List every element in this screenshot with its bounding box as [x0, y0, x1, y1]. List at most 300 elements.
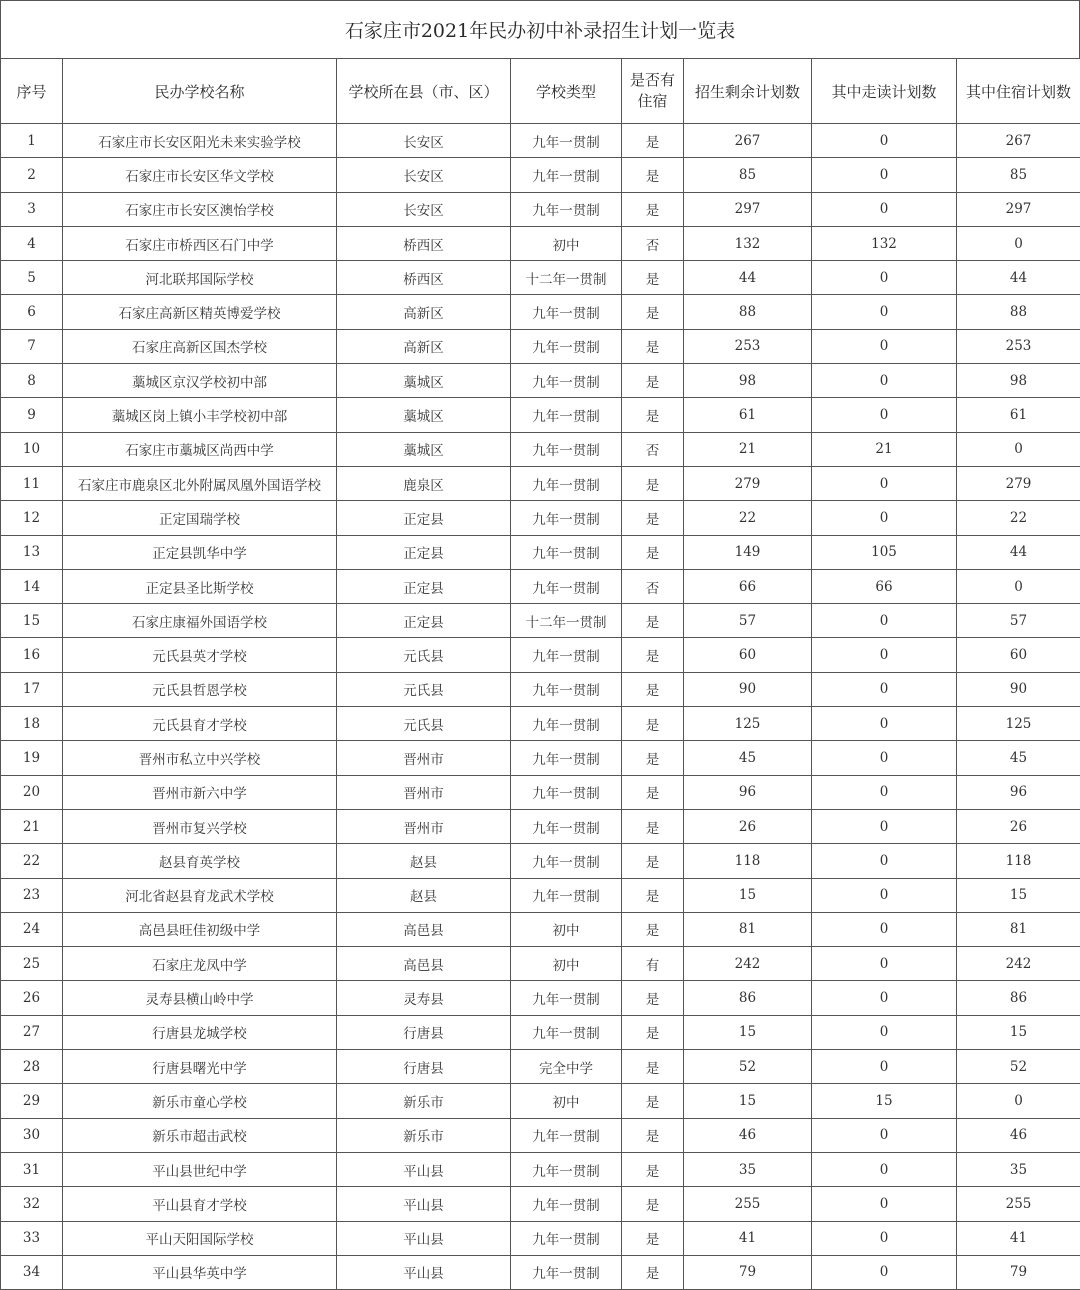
cell-index: 8 — [1, 364, 63, 398]
cell-school-type: 十二年一贯制 — [511, 261, 622, 295]
cell-day-plan: 15 — [812, 1084, 957, 1118]
cell-boarding-plan: 0 — [957, 226, 1080, 260]
cell-county: 高邑县 — [337, 947, 511, 981]
cell-school-name: 石家庄市桥西区石门中学 — [63, 226, 337, 260]
table-row — [1, 707, 1080, 741]
cell-boarding: 是 — [622, 809, 684, 843]
cell-day-plan: 0 — [812, 261, 957, 295]
cell-remaining-plan: 15 — [684, 1015, 812, 1049]
cell-school-name: 新乐市童心学校 — [63, 1084, 337, 1118]
cell-school-type: 九年一贯制 — [511, 364, 622, 398]
cell-boarding: 是 — [622, 638, 684, 672]
cell-boarding: 是 — [622, 672, 684, 706]
cell-remaining-plan: 96 — [684, 775, 812, 809]
table-row — [1, 1152, 1080, 1186]
table-title: 石家庄市2021年民办初中补录招生计划一览表 — [0, 0, 1080, 58]
cell-boarding-plan: 86 — [957, 981, 1080, 1015]
cell-day-plan: 0 — [812, 1015, 957, 1049]
table-row — [1, 1118, 1080, 1152]
cell-school-type: 九年一贯制 — [511, 192, 622, 226]
cell-county: 元氏县 — [337, 707, 511, 741]
cell-school-name: 行唐县龙城学校 — [63, 1015, 337, 1049]
cell-remaining-plan: 242 — [684, 947, 812, 981]
cell-remaining-plan: 279 — [684, 466, 812, 500]
cell-boarding-plan: 15 — [957, 1015, 1080, 1049]
cell-county: 元氏县 — [337, 638, 511, 672]
cell-school-name: 石家庄高新区国杰学校 — [63, 329, 337, 363]
cell-county: 赵县 — [337, 844, 511, 878]
cell-remaining-plan: 81 — [684, 912, 812, 946]
cell-index: 23 — [1, 878, 63, 912]
cell-county: 正定县 — [337, 535, 511, 569]
cell-school-type: 九年一贯制 — [511, 329, 622, 363]
cell-remaining-plan: 35 — [684, 1152, 812, 1186]
cell-school-type: 初中 — [511, 226, 622, 260]
cell-county: 新乐市 — [337, 1084, 511, 1118]
cell-boarding: 否 — [622, 226, 684, 260]
cell-school-type: 九年一贯制 — [511, 1221, 622, 1255]
cell-day-plan: 0 — [812, 329, 957, 363]
cell-county: 行唐县 — [337, 1050, 511, 1084]
cell-school-name: 灵寿县横山岭中学 — [63, 981, 337, 1015]
cell-county: 高新区 — [337, 329, 511, 363]
cell-index: 18 — [1, 707, 63, 741]
cell-boarding: 是 — [622, 1118, 684, 1152]
table-row — [1, 672, 1080, 706]
table-row — [1, 1187, 1080, 1221]
header-boarding-line1: 是否有 — [629, 71, 675, 89]
cell-school-name: 正定国瑞学校 — [63, 501, 337, 535]
cell-index: 10 — [1, 432, 63, 466]
table-row — [1, 604, 1080, 638]
cell-school-type: 九年一贯制 — [511, 569, 622, 603]
cell-boarding-plan: 57 — [957, 604, 1080, 638]
cell-school-type: 初中 — [511, 947, 622, 981]
cell-county: 行唐县 — [337, 1015, 511, 1049]
cell-remaining-plan: 85 — [684, 158, 812, 192]
cell-boarding-plan: 35 — [957, 1152, 1080, 1186]
cell-day-plan: 0 — [812, 1221, 957, 1255]
cell-boarding: 是 — [622, 878, 684, 912]
cell-boarding-plan: 267 — [957, 124, 1080, 158]
cell-school-type: 九年一贯制 — [511, 1255, 622, 1289]
cell-boarding-plan: 15 — [957, 878, 1080, 912]
cell-day-plan: 0 — [812, 672, 957, 706]
cell-school-type: 九年一贯制 — [511, 501, 622, 535]
cell-day-plan: 0 — [812, 124, 957, 158]
cell-remaining-plan: 86 — [684, 981, 812, 1015]
cell-boarding-plan: 96 — [957, 775, 1080, 809]
cell-school-name: 石家庄市长安区阳光未来实验学校 — [63, 124, 337, 158]
cell-day-plan: 0 — [812, 1118, 957, 1152]
cell-county: 长安区 — [337, 192, 511, 226]
cell-day-plan: 0 — [812, 809, 957, 843]
cell-remaining-plan: 79 — [684, 1255, 812, 1289]
header-school-name: 民办学校名称 — [63, 59, 337, 124]
cell-index: 30 — [1, 1118, 63, 1152]
cell-county: 长安区 — [337, 124, 511, 158]
cell-boarding: 是 — [622, 398, 684, 432]
cell-county: 高新区 — [337, 295, 511, 329]
cell-school-type: 九年一贯制 — [511, 809, 622, 843]
table-row — [1, 1255, 1080, 1289]
cell-school-name: 石家庄高新区精英博爱学校 — [63, 295, 337, 329]
cell-school-name: 元氏县育才学校 — [63, 707, 337, 741]
cell-boarding: 是 — [622, 466, 684, 500]
cell-day-plan: 0 — [812, 158, 957, 192]
header-remaining-plan: 招生剩余计划数 — [684, 59, 812, 124]
cell-index: 19 — [1, 741, 63, 775]
cell-boarding: 否 — [622, 569, 684, 603]
cell-school-name: 平山县世纪中学 — [63, 1152, 337, 1186]
cell-index: 9 — [1, 398, 63, 432]
cell-day-plan: 0 — [812, 775, 957, 809]
cell-index: 11 — [1, 466, 63, 500]
table-row — [1, 947, 1080, 981]
cell-remaining-plan: 21 — [684, 432, 812, 466]
cell-boarding-plan: 52 — [957, 1050, 1080, 1084]
cell-remaining-plan: 52 — [684, 1050, 812, 1084]
table-row — [1, 329, 1080, 363]
cell-boarding: 是 — [622, 912, 684, 946]
cell-day-plan: 0 — [812, 741, 957, 775]
cell-boarding: 否 — [622, 432, 684, 466]
cell-index: 29 — [1, 1084, 63, 1118]
cell-school-name: 石家庄市长安区澳怡学校 — [63, 192, 337, 226]
cell-day-plan: 0 — [812, 1152, 957, 1186]
cell-boarding: 是 — [622, 981, 684, 1015]
cell-boarding-plan: 44 — [957, 535, 1080, 569]
cell-day-plan: 0 — [812, 707, 957, 741]
cell-county: 新乐市 — [337, 1118, 511, 1152]
table-row — [1, 192, 1080, 226]
table-row — [1, 1221, 1080, 1255]
cell-index: 21 — [1, 809, 63, 843]
cell-boarding: 是 — [622, 1152, 684, 1186]
cell-remaining-plan: 44 — [684, 261, 812, 295]
cell-index: 7 — [1, 329, 63, 363]
cell-school-type: 九年一贯制 — [511, 878, 622, 912]
cell-boarding-plan: 44 — [957, 261, 1080, 295]
cell-boarding: 是 — [622, 1255, 684, 1289]
cell-day-plan: 0 — [812, 295, 957, 329]
cell-county: 高邑县 — [337, 912, 511, 946]
cell-school-name: 河北联邦国际学校 — [63, 261, 337, 295]
header-county: 学校所在县（市、区） — [337, 59, 511, 124]
cell-school-name: 石家庄市长安区华文学校 — [63, 158, 337, 192]
table-row — [1, 261, 1080, 295]
cell-boarding-plan: 279 — [957, 466, 1080, 500]
cell-school-name: 高邑县旺佳初级中学 — [63, 912, 337, 946]
cell-boarding-plan: 88 — [957, 295, 1080, 329]
cell-school-type: 九年一贯制 — [511, 638, 622, 672]
cell-boarding: 是 — [622, 329, 684, 363]
cell-school-name: 晋州市复兴学校 — [63, 809, 337, 843]
cell-school-name: 晋州市私立中兴学校 — [63, 741, 337, 775]
cell-index: 14 — [1, 569, 63, 603]
cell-school-name: 晋州市新六中学 — [63, 775, 337, 809]
cell-day-plan: 0 — [812, 192, 957, 226]
cell-index: 5 — [1, 261, 63, 295]
cell-school-type: 九年一贯制 — [511, 295, 622, 329]
cell-remaining-plan: 66 — [684, 569, 812, 603]
cell-school-name: 平山县育才学校 — [63, 1187, 337, 1221]
cell-boarding-plan: 98 — [957, 364, 1080, 398]
cell-boarding-plan: 0 — [957, 569, 1080, 603]
cell-remaining-plan: 90 — [684, 672, 812, 706]
header-row — [1, 59, 1080, 124]
cell-boarding: 是 — [622, 741, 684, 775]
cell-school-name: 元氏县英才学校 — [63, 638, 337, 672]
cell-county: 平山县 — [337, 1187, 511, 1221]
cell-boarding-plan: 45 — [957, 741, 1080, 775]
cell-remaining-plan: 149 — [684, 535, 812, 569]
cell-boarding: 是 — [622, 1084, 684, 1118]
cell-index: 32 — [1, 1187, 63, 1221]
cell-school-type: 十二年一贯制 — [511, 604, 622, 638]
cell-index: 34 — [1, 1255, 63, 1289]
cell-remaining-plan: 297 — [684, 192, 812, 226]
cell-county: 正定县 — [337, 604, 511, 638]
cell-index: 33 — [1, 1221, 63, 1255]
cell-day-plan: 0 — [812, 398, 957, 432]
cell-remaining-plan: 45 — [684, 741, 812, 775]
cell-school-type: 九年一贯制 — [511, 1118, 622, 1152]
header-school-type: 学校类型 — [511, 59, 622, 124]
cell-boarding-plan: 41 — [957, 1221, 1080, 1255]
cell-school-type: 九年一贯制 — [511, 1015, 622, 1049]
cell-school-type: 九年一贯制 — [511, 672, 622, 706]
cell-boarding: 是 — [622, 844, 684, 878]
cell-county: 灵寿县 — [337, 981, 511, 1015]
cell-index: 25 — [1, 947, 63, 981]
cell-school-name: 藁城区岗上镇小丰学校初中部 — [63, 398, 337, 432]
cell-school-name: 正定县圣比斯学校 — [63, 569, 337, 603]
cell-index: 15 — [1, 604, 63, 638]
cell-day-plan: 0 — [812, 466, 957, 500]
cell-index: 28 — [1, 1050, 63, 1084]
cell-school-type: 九年一贯制 — [511, 741, 622, 775]
table-row — [1, 809, 1080, 843]
cell-county: 长安区 — [337, 158, 511, 192]
table-row — [1, 912, 1080, 946]
cell-remaining-plan: 255 — [684, 1187, 812, 1221]
cell-county: 桥西区 — [337, 226, 511, 260]
cell-school-type: 九年一贯制 — [511, 1152, 622, 1186]
cell-boarding: 是 — [622, 364, 684, 398]
cell-boarding-plan: 118 — [957, 844, 1080, 878]
cell-boarding: 是 — [622, 158, 684, 192]
table-body — [1, 124, 1080, 1290]
cell-boarding-plan: 85 — [957, 158, 1080, 192]
header-boarding-line2: 住宿 — [637, 92, 668, 110]
cell-boarding: 是 — [622, 124, 684, 158]
cell-remaining-plan: 46 — [684, 1118, 812, 1152]
table-row — [1, 1084, 1080, 1118]
header-index: 序号 — [1, 59, 63, 124]
table-row — [1, 741, 1080, 775]
cell-day-plan: 0 — [812, 947, 957, 981]
cell-day-plan: 0 — [812, 501, 957, 535]
cell-county: 晋州市 — [337, 775, 511, 809]
cell-boarding: 是 — [622, 1015, 684, 1049]
cell-school-name: 行唐县曙光中学 — [63, 1050, 337, 1084]
cell-school-type: 初中 — [511, 912, 622, 946]
cell-boarding-plan: 0 — [957, 1084, 1080, 1118]
table-row — [1, 364, 1080, 398]
cell-boarding-plan: 79 — [957, 1255, 1080, 1289]
cell-index: 1 — [1, 124, 63, 158]
table-row — [1, 1050, 1080, 1084]
cell-school-type: 九年一贯制 — [511, 398, 622, 432]
cell-school-name: 石家庄康福外国语学校 — [63, 604, 337, 638]
cell-day-plan: 132 — [812, 226, 957, 260]
cell-boarding-plan: 60 — [957, 638, 1080, 672]
cell-school-type: 九年一贯制 — [511, 535, 622, 569]
cell-boarding: 是 — [622, 604, 684, 638]
cell-boarding: 是 — [622, 1187, 684, 1221]
cell-remaining-plan: 15 — [684, 1084, 812, 1118]
cell-remaining-plan: 88 — [684, 295, 812, 329]
cell-school-name: 藁城区京汉学校初中部 — [63, 364, 337, 398]
cell-remaining-plan: 125 — [684, 707, 812, 741]
cell-school-name: 正定县凯华中学 — [63, 535, 337, 569]
cell-school-type: 九年一贯制 — [511, 432, 622, 466]
cell-county: 正定县 — [337, 501, 511, 535]
cell-boarding: 是 — [622, 1050, 684, 1084]
cell-index: 22 — [1, 844, 63, 878]
cell-school-name: 平山天阳国际学校 — [63, 1221, 337, 1255]
cell-school-type: 九年一贯制 — [511, 844, 622, 878]
cell-county: 藁城区 — [337, 432, 511, 466]
cell-school-type: 初中 — [511, 1084, 622, 1118]
cell-remaining-plan: 60 — [684, 638, 812, 672]
cell-remaining-plan: 41 — [684, 1221, 812, 1255]
table-row — [1, 981, 1080, 1015]
cell-day-plan: 0 — [812, 1255, 957, 1289]
cell-day-plan: 0 — [812, 981, 957, 1015]
cell-school-type: 九年一贯制 — [511, 1187, 622, 1221]
header-boarding — [622, 59, 684, 124]
cell-index: 31 — [1, 1152, 63, 1186]
table-row — [1, 398, 1080, 432]
enrollment-table — [0, 58, 1080, 1290]
cell-index: 26 — [1, 981, 63, 1015]
cell-index: 13 — [1, 535, 63, 569]
cell-remaining-plan: 61 — [684, 398, 812, 432]
cell-day-plan: 0 — [812, 912, 957, 946]
cell-boarding-plan: 253 — [957, 329, 1080, 363]
table-row — [1, 1015, 1080, 1049]
cell-index: 3 — [1, 192, 63, 226]
cell-boarding-plan: 46 — [957, 1118, 1080, 1152]
table-row — [1, 844, 1080, 878]
cell-county: 平山县 — [337, 1221, 511, 1255]
table-row — [1, 501, 1080, 535]
cell-boarding-plan: 81 — [957, 912, 1080, 946]
table-row — [1, 569, 1080, 603]
cell-remaining-plan: 57 — [684, 604, 812, 638]
cell-day-plan: 0 — [812, 1187, 957, 1221]
cell-index: 27 — [1, 1015, 63, 1049]
cell-index: 4 — [1, 226, 63, 260]
cell-index: 12 — [1, 501, 63, 535]
cell-day-plan: 21 — [812, 432, 957, 466]
cell-boarding-plan: 61 — [957, 398, 1080, 432]
cell-index: 16 — [1, 638, 63, 672]
cell-school-name: 赵县育英学校 — [63, 844, 337, 878]
cell-day-plan: 0 — [812, 604, 957, 638]
cell-boarding-plan: 22 — [957, 501, 1080, 535]
cell-county: 平山县 — [337, 1152, 511, 1186]
cell-school-name: 元氏县哲恩学校 — [63, 672, 337, 706]
header-day-plan: 其中走读计划数 — [812, 59, 957, 124]
cell-remaining-plan: 15 — [684, 878, 812, 912]
cell-index: 2 — [1, 158, 63, 192]
cell-county: 藁城区 — [337, 398, 511, 432]
table-row — [1, 226, 1080, 260]
cell-county: 元氏县 — [337, 672, 511, 706]
cell-day-plan: 105 — [812, 535, 957, 569]
cell-boarding-plan: 255 — [957, 1187, 1080, 1221]
cell-boarding: 是 — [622, 707, 684, 741]
header-boarding-plan: 其中住宿计划数 — [957, 59, 1080, 124]
cell-remaining-plan: 132 — [684, 226, 812, 260]
cell-boarding-plan: 125 — [957, 707, 1080, 741]
table-row — [1, 638, 1080, 672]
cell-remaining-plan: 98 — [684, 364, 812, 398]
table-row — [1, 295, 1080, 329]
cell-county: 晋州市 — [337, 809, 511, 843]
cell-school-type: 九年一贯制 — [511, 124, 622, 158]
cell-remaining-plan: 267 — [684, 124, 812, 158]
cell-county: 赵县 — [337, 878, 511, 912]
cell-remaining-plan: 22 — [684, 501, 812, 535]
cell-day-plan: 0 — [812, 364, 957, 398]
table-row — [1, 124, 1080, 158]
cell-boarding-plan: 242 — [957, 947, 1080, 981]
cell-county: 鹿泉区 — [337, 466, 511, 500]
cell-school-type: 完全中学 — [511, 1050, 622, 1084]
cell-boarding: 是 — [622, 775, 684, 809]
cell-boarding-plan: 90 — [957, 672, 1080, 706]
cell-boarding-plan: 26 — [957, 809, 1080, 843]
cell-boarding: 是 — [622, 295, 684, 329]
cell-day-plan: 0 — [812, 878, 957, 912]
cell-school-type: 九年一贯制 — [511, 981, 622, 1015]
cell-day-plan: 0 — [812, 1050, 957, 1084]
cell-school-type: 九年一贯制 — [511, 775, 622, 809]
cell-boarding: 有 — [622, 947, 684, 981]
cell-index: 24 — [1, 912, 63, 946]
table-row — [1, 775, 1080, 809]
cell-index: 6 — [1, 295, 63, 329]
cell-school-name: 石家庄市藁城区尚西中学 — [63, 432, 337, 466]
cell-boarding: 是 — [622, 261, 684, 295]
cell-day-plan: 66 — [812, 569, 957, 603]
cell-boarding: 是 — [622, 1221, 684, 1255]
cell-county: 平山县 — [337, 1255, 511, 1289]
cell-index: 20 — [1, 775, 63, 809]
cell-school-type: 九年一贯制 — [511, 466, 622, 500]
cell-school-name: 新乐市超击武校 — [63, 1118, 337, 1152]
cell-boarding: 是 — [622, 535, 684, 569]
cell-school-name: 河北省赵县育龙武术学校 — [63, 878, 337, 912]
cell-county: 正定县 — [337, 569, 511, 603]
cell-boarding-plan: 0 — [957, 432, 1080, 466]
cell-day-plan: 0 — [812, 638, 957, 672]
cell-boarding: 是 — [622, 192, 684, 226]
